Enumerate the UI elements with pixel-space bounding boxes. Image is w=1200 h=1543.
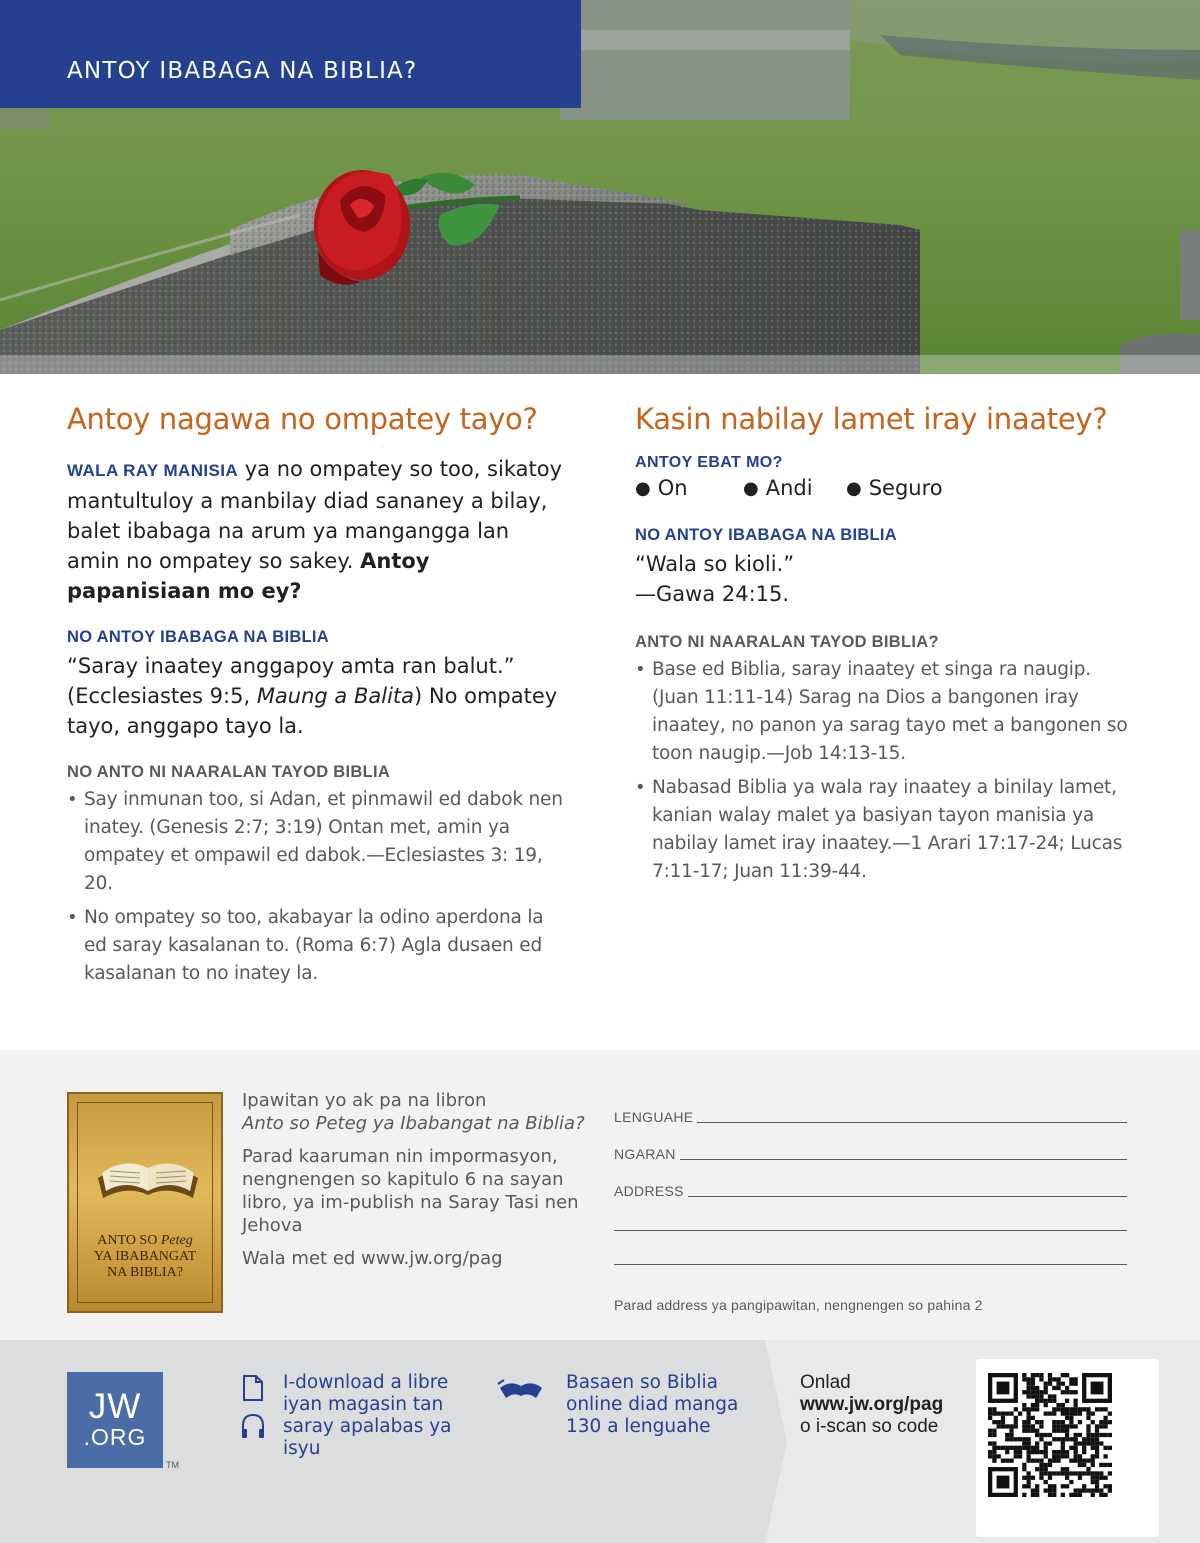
- quote-version: Maung a Balita: [256, 684, 415, 708]
- download-link[interactable]: [283, 1372, 452, 1460]
- trademark: TM: [166, 1460, 179, 1470]
- visit-text: Wala met ed www.jw.org/pag: [242, 1248, 503, 1269]
- lead-question: Antoy papanisiaan mo ey?: [67, 549, 430, 603]
- onlad-url[interactable]: www.jw.org/pag: [800, 1394, 944, 1415]
- left-bible-heading: NO ANTOY IBABAGA NA BIBLIA: [67, 628, 330, 646]
- download-line: saray apalabas ya: [283, 1416, 452, 1437]
- open-book-icon: [496, 1374, 546, 1402]
- request-form: [614, 1090, 1127, 1269]
- address-field-row: [614, 1164, 1127, 1201]
- headphones-icon: [240, 1412, 266, 1440]
- book-title-line: NA BIBLIA?: [107, 1265, 183, 1280]
- language-field-row: [614, 1090, 1127, 1127]
- list-item: • Base ed Biblia, saray inaatey et singa ra naugip. (Juan 11:11-14) Sarag na Dios a bangonen iray inaatey, no panon ya sarag tayo met a bangonen so toon naugip.—Job 14:13-15.: [635, 656, 1135, 768]
- right-bible-quote: “Wala so kioli.”: [635, 552, 795, 576]
- list-item: • No ompatey so too, akabayar la odino aperdona la ed saray kasalanan to. (Roma 6:7) Agla dusaen ed kasalanan to no inatey la.: [67, 904, 567, 988]
- address-field-row-2: [614, 1201, 1127, 1235]
- name-field[interactable]: [680, 1159, 1127, 1160]
- opinion-options: [635, 476, 1135, 500]
- option-on[interactable]: [635, 476, 743, 500]
- left-learn-heading: NO ANTO NI NAARALAN TAYOD BIBLIA: [67, 763, 391, 781]
- hero-photo: [0, 0, 1200, 374]
- address-field-line-2[interactable]: [614, 1230, 1127, 1231]
- address-label: ADDRESS: [614, 1183, 684, 1199]
- language-field[interactable]: [697, 1122, 1127, 1123]
- opinion-heading: ANTOY EBAT MO?: [635, 454, 783, 471]
- right-bible-heading: NO ANTOY IBABAGA NA BIBLIA: [635, 526, 898, 544]
- logo-jw: JW: [88, 1387, 142, 1426]
- book-title-line: YA IBABANGAT: [93, 1249, 197, 1264]
- book-border: [77, 1102, 213, 1303]
- banner-title: ANTOY IBABAGA NA BIBLIA?: [67, 58, 418, 84]
- request-text: [242, 1089, 587, 1135]
- form-note: Parad address ya pangipawitan, nengnengen so pahina 2: [614, 1297, 983, 1313]
- logo-org: .ORG: [83, 1424, 147, 1450]
- left-points-list: [67, 786, 567, 988]
- name-label: NGARAN: [614, 1146, 676, 1162]
- document-icon: [242, 1374, 264, 1402]
- header-banner: [0, 0, 581, 108]
- bullet-icon: ●: [743, 477, 759, 499]
- list-item: • Say inmunan too, si Adan, et pinmawil ed dabok nen inatey. (Genesis 2:7; 3:19) Ontan met, amin ya ompatey et ompawil ed dabok.—Eclesiastes 3: 19, 20.: [67, 786, 567, 898]
- option-label: Andi: [765, 476, 813, 500]
- read-bible-link[interactable]: [566, 1372, 738, 1438]
- lead-kicker: WALA RAY MANISIA: [67, 461, 239, 480]
- onlad-line: o i-scan so code: [800, 1416, 939, 1437]
- qr-code-icon: [988, 1373, 1112, 1497]
- name-field-row: [614, 1127, 1127, 1164]
- download-line: iyan magasin tan: [283, 1394, 444, 1415]
- download-line: I-download a libre: [283, 1372, 449, 1393]
- lead-text: ya no ompatey so too, sikatoy mantultuloy a manbilay diad sananey a bilay, balet ibabaga na arum ya mangangga lan amin no ompatey so sakey.: [67, 457, 563, 573]
- quote-conclusion: ) No ompatey tayo, anggapo tayo la.: [67, 684, 558, 738]
- bible-line: 130 a lenguahe: [566, 1416, 711, 1437]
- bible-line: Basaen so Biblia: [566, 1372, 719, 1393]
- left-question-heading: Antoy nagawa no ompatey tayo?: [67, 402, 538, 436]
- book-title-italic: Peteg: [160, 1233, 193, 1248]
- book-title-line: ANTO SO: [97, 1233, 158, 1248]
- left-column: [67, 402, 567, 994]
- onlad-line: Onlad: [800, 1372, 851, 1393]
- right-learn-heading: ANTO NI NAARALAN TAYOD BIBLIA?: [635, 633, 939, 651]
- language-label: LENGUAHE: [614, 1109, 694, 1125]
- address-field[interactable]: [688, 1196, 1127, 1197]
- address-field-line-3[interactable]: [614, 1264, 1127, 1265]
- option-label: On: [657, 476, 688, 500]
- book-name: Anto so Peteg ya Ibabangat na Biblia?: [242, 1113, 585, 1134]
- right-question-heading: Kasin nabilay lamet iray inaatey?: [635, 402, 1108, 436]
- bullet-icon: ●: [635, 477, 651, 499]
- jw-org-logo[interactable]: [67, 1372, 163, 1468]
- right-bible-ref: —Gawa 24:15.: [635, 582, 790, 606]
- left-bible-quote: [67, 651, 567, 741]
- address-field-row-3: [614, 1235, 1127, 1269]
- bible-line: online diad manga: [566, 1394, 739, 1415]
- request-line: Ipawitan yo ak pa na libron: [242, 1090, 487, 1111]
- download-line: isyu: [283, 1438, 321, 1459]
- open-bible-icon: [88, 1123, 208, 1213]
- right-column: [635, 402, 1135, 892]
- option-label: Seguro: [868, 476, 943, 500]
- quote-text: “Saray inaatey anggapoy amta ran balut.”: [67, 654, 515, 678]
- quote-ref: (Ecclesiastes 9:5,: [67, 684, 257, 708]
- book-cover-image: [67, 1092, 223, 1313]
- book-cover-title: [78, 1233, 212, 1281]
- left-lead-paragraph: [67, 454, 567, 606]
- bullet-icon: ●: [846, 477, 862, 499]
- order-description: [242, 1089, 587, 1280]
- qr-code[interactable]: [976, 1359, 1159, 1537]
- list-item: • Nabasad Biblia ya wala ray inaatey a binilay lamet, kanian walay malet ya basiyan tayon manisia ya nabilay lamet iray inaatey.—1 Arari 17:17-24; Lucas 7:11-17; Juan 11:39-44.: [635, 774, 1135, 886]
- visit-online-text: [800, 1372, 943, 1438]
- option-seguro[interactable]: [846, 476, 943, 500]
- info-text: Parad kaaruman nin impormasyon, nengnengen so kapitulo 6 na sayan libro, ya im-publish na Saray Tasi nen Jehova: [242, 1146, 579, 1236]
- right-points-list: [635, 656, 1135, 886]
- option-andi[interactable]: [743, 476, 846, 500]
